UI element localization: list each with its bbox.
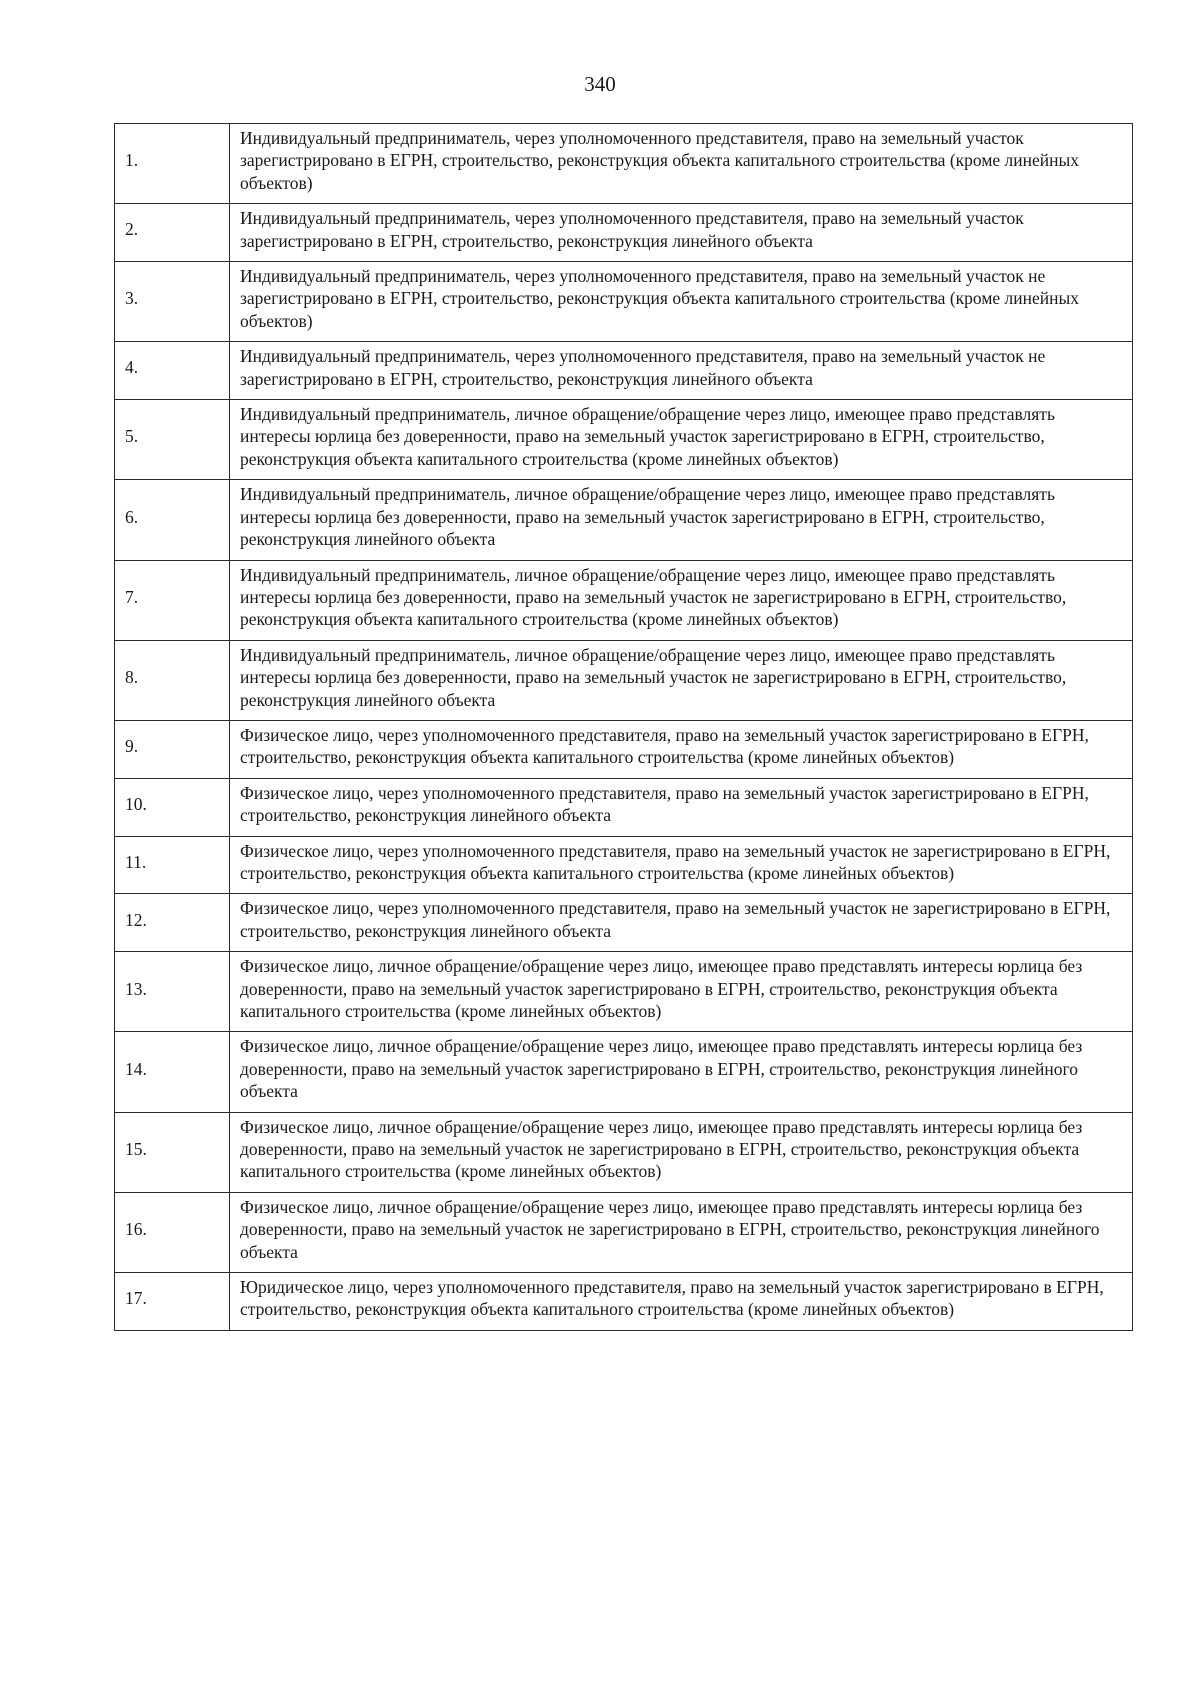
row-number: 8. bbox=[115, 640, 230, 720]
row-description: Юридическое лицо, через уполномоченного представителя, право на земельный участок зарегистрировано в ЕГРН, строительство, реконструкция объекта капитального строительства (кроме линейных объектов) bbox=[230, 1273, 1133, 1331]
table-row bbox=[115, 952, 1133, 1032]
table-row bbox=[115, 1112, 1133, 1192]
variants-table bbox=[114, 123, 1133, 1331]
row-description: Индивидуальный предприниматель, личное обращение/обращение через лицо, имеющее право представлять интересы юрлица без доверенности, право на земельный участок зарегистрировано в ЕГРН, строительство, реконструкция линейного объекта bbox=[230, 480, 1133, 560]
table-row bbox=[115, 560, 1133, 640]
row-description: Индивидуальный предприниматель, личное обращение/обращение через лицо, имеющее право представлять интересы юрлица без доверенности, право на земельный участок не зарегистрировано в ЕГРН, строительство, реконструкция объекта капитального строительства (кроме линейных объектов) bbox=[230, 560, 1133, 640]
row-description: Физическое лицо, через уполномоченного представителя, право на земельный участок не зарегистрировано в ЕГРН, строительство, реконструкция объекта капитального строительства (кроме линейных объектов) bbox=[230, 836, 1133, 894]
row-description: Физическое лицо, личное обращение/обращение через лицо, имеющее право представлять интересы юрлица без доверенности, право на земельный участок зарегистрировано в ЕГРН, строительство, реконструкция объекта капитального строительства (кроме линейных объектов) bbox=[230, 952, 1133, 1032]
row-number: 15. bbox=[115, 1112, 230, 1192]
row-number: 14. bbox=[115, 1032, 230, 1112]
row-number: 12. bbox=[115, 894, 230, 952]
table-row bbox=[115, 640, 1133, 720]
table-row bbox=[115, 1192, 1133, 1272]
table-row bbox=[115, 342, 1133, 400]
row-number: 16. bbox=[115, 1192, 230, 1272]
table-row bbox=[115, 204, 1133, 262]
row-number: 9. bbox=[115, 720, 230, 778]
row-number: 4. bbox=[115, 342, 230, 400]
row-number: 2. bbox=[115, 204, 230, 262]
row-description: Физическое лицо, личное обращение/обращение через лицо, имеющее право представлять интересы юрлица без доверенности, право на земельный участок зарегистрировано в ЕГРН, строительство, реконструкция линейного объекта bbox=[230, 1032, 1133, 1112]
table-row bbox=[115, 1273, 1133, 1331]
row-number: 11. bbox=[115, 836, 230, 894]
row-description: Индивидуальный предприниматель, через уполномоченного представителя, право на земельный участок не зарегистрировано в ЕГРН, строительство, реконструкция объекта капитального строительства (кроме линейных объектов) bbox=[230, 262, 1133, 342]
row-number: 1. bbox=[115, 124, 230, 204]
row-description: Физическое лицо, через уполномоченного представителя, право на земельный участок зарегистрировано в ЕГРН, строительство, реконструкция объекта капитального строительства (кроме линейных объектов) bbox=[230, 720, 1133, 778]
table-row bbox=[115, 400, 1133, 480]
table-row bbox=[115, 894, 1133, 952]
row-description: Физическое лицо, личное обращение/обращение через лицо, имеющее право представлять интересы юрлица без доверенности, право на земельный участок не зарегистрировано в ЕГРН, строительство, реконструкция линейного объекта bbox=[230, 1192, 1133, 1272]
row-description: Индивидуальный предприниматель, личное обращение/обращение через лицо, имеющее право представлять интересы юрлица без доверенности, право на земельный участок зарегистрировано в ЕГРН, строительство, реконструкция объекта капитального строительства (кроме линейных объектов) bbox=[230, 400, 1133, 480]
row-description: Физическое лицо, личное обращение/обращение через лицо, имеющее право представлять интересы юрлица без доверенности, право на земельный участок не зарегистрировано в ЕГРН, строительство, реконструкция объекта капитального строительства (кроме линейных объектов) bbox=[230, 1112, 1133, 1192]
row-description: Индивидуальный предприниматель, личное обращение/обращение через лицо, имеющее право представлять интересы юрлица без доверенности, право на земельный участок не зарегистрировано в ЕГРН, строительство, реконструкция линейного объекта bbox=[230, 640, 1133, 720]
row-description: Физическое лицо, через уполномоченного представителя, право на земельный участок зарегистрировано в ЕГРН, строительство, реконструкция линейного объекта bbox=[230, 778, 1133, 836]
row-number: 5. bbox=[115, 400, 230, 480]
row-number: 6. bbox=[115, 480, 230, 560]
table-row bbox=[115, 1032, 1133, 1112]
row-description: Индивидуальный предприниматель, через уполномоченного представителя, право на земельный участок зарегистрировано в ЕГРН, строительство, реконструкция линейного объекта bbox=[230, 204, 1133, 262]
row-description: Индивидуальный предприниматель, через уполномоченного представителя, право на земельный участок не зарегистрировано в ЕГРН, строительство, реконструкция линейного объекта bbox=[230, 342, 1133, 400]
table-row bbox=[115, 124, 1133, 204]
table-row bbox=[115, 480, 1133, 560]
table-row bbox=[115, 778, 1133, 836]
table-row bbox=[115, 836, 1133, 894]
row-number: 17. bbox=[115, 1273, 230, 1331]
row-description: Индивидуальный предприниматель, через уполномоченного представителя, право на земельный участок зарегистрировано в ЕГРН, строительство, реконструкция объекта капитального строительства (кроме линейных объектов) bbox=[230, 124, 1133, 204]
row-number: 10. bbox=[115, 778, 230, 836]
table-row bbox=[115, 720, 1133, 778]
row-number: 3. bbox=[115, 262, 230, 342]
page-number: 340 bbox=[584, 72, 616, 96]
row-number: 13. bbox=[115, 952, 230, 1032]
row-number: 7. bbox=[115, 560, 230, 640]
row-description: Физическое лицо, через уполномоченного представителя, право на земельный участок не зарегистрировано в ЕГРН, строительство, реконструкция линейного объекта bbox=[230, 894, 1133, 952]
table-row bbox=[115, 262, 1133, 342]
